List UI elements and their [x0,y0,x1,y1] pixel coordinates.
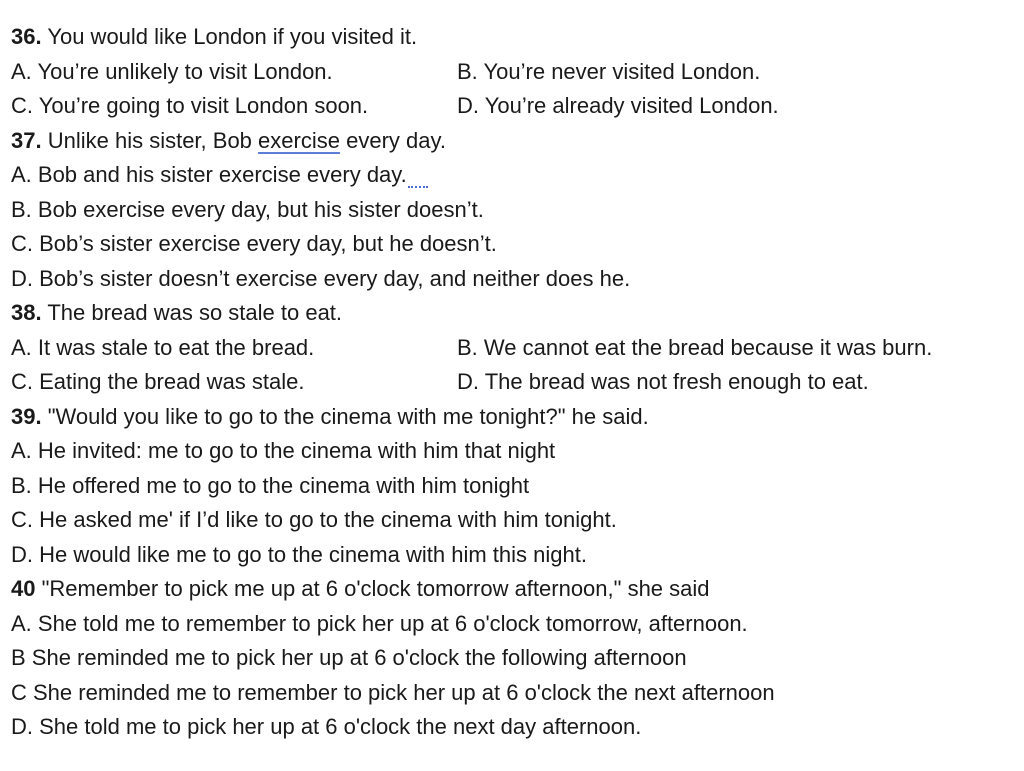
option-b: B. We cannot eat the bread because it was burn. [457,334,933,360]
question-text: "Remember to pick me up at 6 o'clock tomorrow afternoon," she said [41,576,710,601]
question-text-before: Unlike his sister, Bob [47,127,252,153]
question-37-prompt [11,124,1021,159]
option-a: A. She told me to remember to pick her up at 6 o'clock tomorrow, afternoon. [11,610,748,636]
option-a: A. He invited: me to go to the cinema with him that night [11,438,556,463]
option-c: C She reminded me to remember to pick her up at 6 o'clock the next afternoon [11,679,775,705]
option-c: C. You’re going to visit London soon. [11,93,369,118]
option-a: A. You’re unlikely to visit London. [11,58,333,84]
question-number: 38. [11,300,42,325]
exercise-document [11,20,1021,745]
option-a: A. Bob and his sister exercise every day. [11,162,407,187]
option-c: C. Eating the bread was stale. [11,369,305,394]
question-36-prompt [11,20,1021,55]
option-b: B She reminded me to pick her up at 6 o'clock the following afternoon [11,645,687,670]
question-38-options-row-2 [11,365,1021,400]
option-d: D. He would like me to go to the cinema with him this night. [11,541,587,567]
question-38-options-row-1 [11,331,1021,366]
option-a: A. It was stale to eat the bread. [11,334,315,360]
option-c: C. Bob’s sister exercise every day, but he doesn’t. [11,231,497,256]
question-text: The bread was so stale to eat. [47,300,343,325]
option-d: D. She told me to pick her up at 6 o'clock the next day afternoon. [11,714,642,739]
question-39-prompt [11,400,1021,435]
question-number: 37. [11,127,42,153]
question-38-prompt [11,296,1021,331]
option-d: D. You’re already visited London. [457,93,779,118]
question-36-options-row-1 [11,55,1021,90]
question-text-after: every day. [346,127,446,153]
question-37-option-a-row [11,158,1021,193]
question-40-prompt [11,572,1021,607]
question-36-options-row-2 [11,89,1021,124]
question-text: You would like London if you visited it. [47,24,418,49]
option-d: D. The bread was not fresh enough to eat. [457,369,869,394]
grammar-suggestion-dots[interactable] [408,185,428,188]
grammar-marked-word[interactable]: exercise [258,127,340,153]
question-number: 36. [11,24,42,49]
option-b: B. You’re never visited London. [457,58,761,84]
option-d: D. Bob’s sister doesn’t exercise every day, and neither does he. [11,265,631,291]
option-c: C. He asked me' if I’d like to go to the cinema with him tonight. [11,507,617,532]
question-number: 40 [11,576,36,601]
question-number: 39. [11,403,42,429]
option-b: B. Bob exercise every day, but his sister doesn’t. [11,196,484,222]
question-text: "Would you like to go to the cinema with me tonight?" he said. [47,403,649,429]
option-b: B. He offered me to go to the cinema with him tonight [11,472,530,498]
